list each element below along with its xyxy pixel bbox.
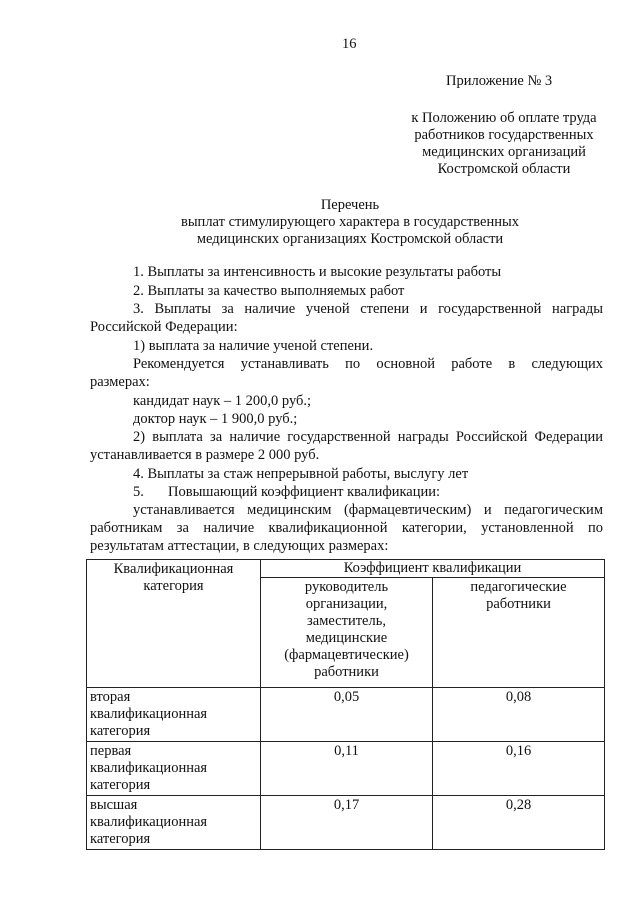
doctor-rate: доктор наук – 1 900,0 руб.;: [133, 411, 298, 427]
document-title: [120, 197, 580, 248]
coefficient-managers: 0,11: [261, 742, 433, 796]
paragraph-1: 1. Выплаты за интенсивность и высокие результаты работы: [133, 264, 502, 280]
coefficient-teachers: 0,28: [433, 796, 605, 850]
table-row: [87, 796, 605, 850]
header-text: педагогические: [470, 579, 567, 595]
qualification-coefficient-table: [86, 559, 605, 850]
header-text: медицинские: [305, 630, 388, 646]
row-category: [87, 688, 261, 742]
category-text: квалификационная: [90, 814, 208, 830]
header-text: работники: [486, 596, 551, 612]
regulation-line: к Положению об оплате труда: [411, 110, 597, 126]
category-text: квалификационная: [90, 760, 208, 776]
paragraph-3-line-1: 3. Выплаты за наличие ученой степени и государственной награды: [133, 301, 603, 317]
paragraph-3-line-2: Российской Федерации:: [90, 319, 238, 335]
header-text: заместитель,: [307, 613, 386, 629]
row-category: [87, 742, 261, 796]
regulation-reference: [392, 110, 616, 178]
paragraph-2: 2. Выплаты за качество выполняемых работ: [133, 283, 405, 299]
category-text: первая: [90, 743, 132, 759]
category-text: категория: [90, 831, 151, 847]
category-text: категория: [90, 777, 151, 793]
page-number: 16: [342, 36, 357, 52]
coefficient-managers: 0,05: [261, 688, 433, 742]
category-text: высшая: [90, 797, 138, 813]
title-line: медицинских организациях Костромской области: [196, 231, 504, 247]
candidate-rate: кандидат наук – 1 200,0 руб.;: [133, 393, 312, 409]
table-row: [87, 742, 605, 796]
title-line: выплат стимулирующего характера в государственных: [180, 214, 520, 230]
category-text: категория: [90, 723, 151, 739]
header-teachers: [433, 578, 605, 688]
regulation-line: медицинских организаций: [422, 144, 586, 160]
paragraph-4: 4. Выплаты за стаж непрерывной работы, выслугу лет: [133, 466, 469, 482]
paragraph-5-number: 5.: [133, 484, 144, 500]
row-category: [87, 796, 261, 850]
header-coefficient-group: Коэффициент квалификации: [261, 560, 605, 578]
coefficient-managers: 0,17: [261, 796, 433, 850]
header-managers: [261, 578, 433, 688]
coefficient-teachers: 0,08: [433, 688, 605, 742]
header-text: (фармацевтические): [284, 647, 409, 663]
recommendation-line-2: размерах:: [90, 374, 150, 390]
header-text: категория: [143, 578, 204, 594]
paragraph-5-desc-line-1: устанавливается медицинским (фармацевтическим) и педагогическим: [133, 502, 603, 518]
paragraph-3-item-2-line-1: 2) выплата за наличие государственной награды Российской Федерации: [133, 429, 603, 445]
category-text: вторая: [90, 689, 131, 705]
paragraph-3-item-1: 1) выплата за наличие ученой степени.: [133, 338, 374, 354]
regulation-line: Костромской области: [437, 161, 571, 177]
paragraph-5-desc-line-2: работникам за наличие квалификационной категории, установленной по: [90, 520, 603, 536]
paragraph-3-item-2-line-2: устанавливается в размере 2 000 руб.: [90, 447, 320, 463]
coefficient-teachers: 0,16: [433, 742, 605, 796]
table-header-row: [87, 560, 605, 578]
appendix-label: Приложение № 3: [446, 73, 553, 89]
recommendation-line-1: Рекомендуется устанавливать по основной работе в следующих: [133, 356, 603, 372]
paragraph-5-desc-line-3: результатам аттестации, в следующих размерах:: [90, 538, 389, 554]
paragraph-5-title: Повышающий коэффициент квалификации:: [168, 484, 441, 500]
header-text: организации,: [305, 596, 388, 612]
table-row: [87, 688, 605, 742]
header-category: [87, 560, 261, 688]
header-text: работники: [314, 664, 379, 680]
regulation-line: работников государственных: [414, 127, 594, 143]
title-line: Перечень: [320, 197, 380, 213]
category-text: квалификационная: [90, 706, 208, 722]
header-text: руководитель: [304, 579, 389, 595]
header-text: Квалификационная: [113, 561, 234, 577]
